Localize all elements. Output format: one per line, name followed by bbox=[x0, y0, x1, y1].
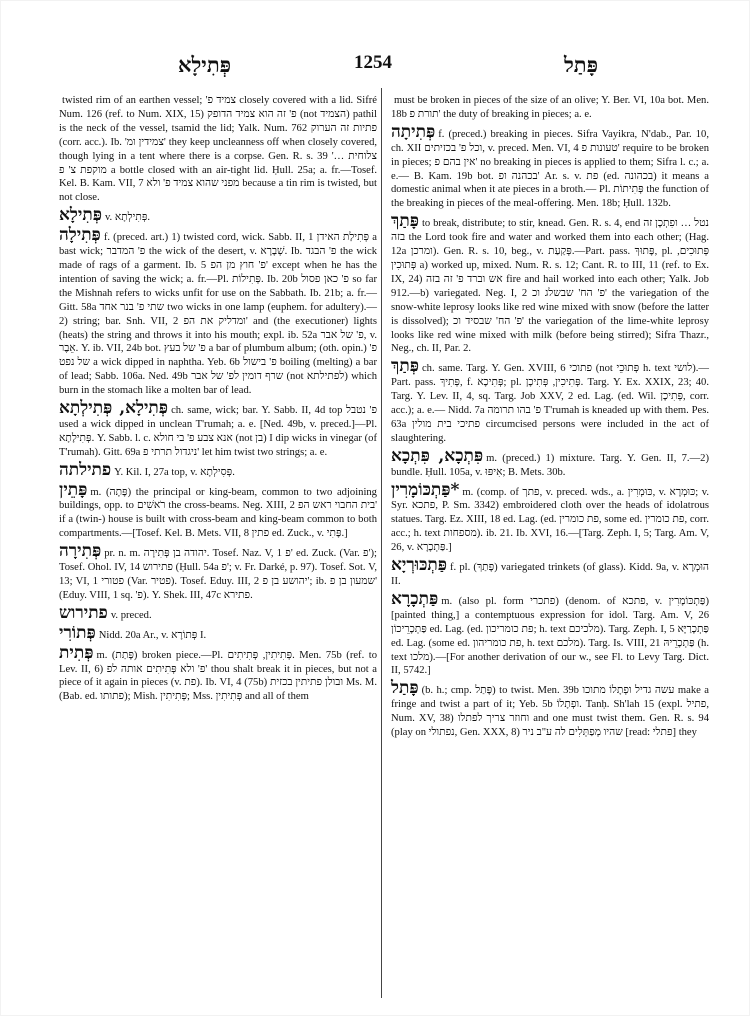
right-running-headword: פָּתַל bbox=[563, 52, 598, 77]
dictionary-entry bbox=[59, 642, 378, 705]
entry-headword: פְּתִילָה bbox=[59, 225, 101, 246]
dictionary-entry bbox=[391, 445, 709, 480]
dictionary-entry bbox=[391, 356, 710, 445]
entry-headword: פְּתִילָא bbox=[59, 205, 102, 226]
entry-headword: פָּתֵין bbox=[59, 479, 88, 500]
page-number: 1254 bbox=[354, 52, 392, 73]
entry-headword: פָּתַךְ bbox=[391, 211, 419, 232]
right-column bbox=[391, 92, 709, 744]
dictionary-entry bbox=[59, 398, 377, 460]
entry-text: to break, distribute; to stir, knead. Gen. R. s. 4, end נטל … ופִתְכָן זה בזה the Lord took fire and water and worked them into each other; (Hag. 12a ומרכן). Gen. R. s. 10, beg., v. פְּקַעַת.—Part. pass. פָּתוּךְ, pl. פְּתוּכִים, פְּתוּכִין a) worked up, mixed. Num. R. s. 12; Cant. R. to III, 11 (ref. to Ex. IX, 24) אש וברד פ' זה בזה fire and hail worked into each other; Yalk. Job 912.—b) variegated. Neg. I, 2 פ' הח' שבשלג וכ' the variegation of the snow-white leprosy looks like red wine mixed with snow (before the latter is dissolved); פ' הח' שבסיד וכ' the variegation of the lime-white leprosy looks like red wine mixed with milk (before being stirred); Sifra Thazr., Neg., ch. II, Par. 2. bbox=[391, 218, 710, 355]
entry-headword: פְּתַךְ bbox=[391, 356, 419, 377]
entry-text: m. (פָּתָה) the principal or king-beam, common to two adjoining buildings, opp. to רֹאשִׁים the cross-beams. Neg. XIII, 2 בית החבוי ראש הפ' if a (twin-) house is built with cross-beam and king-beam common to both compartments.—[Tosef. Kel. B. Mets. VII, 8 פתין ed. Zuck., v. פָּתִי.] bbox=[59, 486, 378, 540]
dictionary-entry bbox=[391, 121, 710, 211]
entry-text: (b. h.; cmp. פָּתַל) to twist. Men. 39b עשה גדיל ופְתָלוֹ מתוכו make a fringe and twist a part of it; Yeb. 5b ופְתָלוֹ. Tanḥ. Sh'lah 15 (expl. פתיל, Num. XV, 38) וחוזר צריך לפתלו and one must twist them. Gen. R. s. 94 (play on נפתולי, Gen. XXX, 8) שהיו מְפַתְּלִים לה ע"ב ניר [read: פתלי] they bbox=[391, 685, 710, 739]
entry-headword: פְּתִיתָה bbox=[391, 121, 436, 142]
dictionary-entry bbox=[59, 92, 377, 205]
column-divider bbox=[381, 88, 382, 998]
entry-text: f. pl. (פָּתַךְ) variegated trinkets (of glass). Kidd. 9a, v. הוּמְרָא II. bbox=[391, 562, 710, 587]
entry-headword: פַּתְכּוּרְיָא bbox=[391, 555, 447, 576]
dictionary-entry bbox=[391, 555, 710, 589]
entry-headword: פתילתה bbox=[59, 459, 112, 480]
running-header bbox=[58, 52, 698, 82]
entry-text: v. preced. bbox=[110, 609, 152, 621]
entry-headword: פְּתִילָא, פְּתִילְתָא bbox=[59, 398, 169, 419]
entry-text: m. (preced.) 1) mixture. Targ. Y. Gen. II, 7.—2) bundle. Ḥull. 105a, v. אִיפּוּ; B. Mets. 30b. bbox=[391, 452, 709, 478]
entry-headword: פַּתְכָרָא bbox=[391, 588, 439, 609]
entry-text: m. (also pl. form פתכרי) (denom. of פתכא, v. פַּתְכּוֹמָרִין) [painted thing,] a contemptuous expression for idol. Targ. Am. V, 26 פַּתְכָרֵיכוֹן ed. Lag. (ed. פת כומריכון; h. text מלכיכם). Targ. Zeph. I, 5 פַּתְכָרַיָּא ed. Lag. (some ed. פת כומריהון, h. text מלכם). Targ. Is. VIII, 21 פַּתְכָרֵיהּ (h. text מלכו).—[For another derivation of our w., see Fl. to Levy Targ. Dict. II, 5742.] bbox=[391, 595, 709, 677]
entry-headword: פְּתִית bbox=[59, 642, 94, 663]
dictionary-entry bbox=[391, 678, 710, 740]
entry-text: ch. same, wick; bar. Y. Sabb. II, 4d top פ' נטבל used a wick dipped in unclean T'rumah; a. e. [Ned. 49b, v. preced.]—Pl. פְּתִילָתָא. Y. Sabb. l. c. אנא צבע פ' בי חולא (not בן) I dip wicks in vinegar (of T'rumah). Gitt. 69a ניגדול תרתי פ' let him twist two strings; a. e. bbox=[59, 405, 377, 458]
entry-headword: פִּתְכָא, פִּתְכָא bbox=[391, 445, 484, 466]
entry-text: pr. n. m. יהודה בן פְּתִירָה. Tosef. Naz. V, 1 פ' ed. Zuck. (Var. פ'); Tosef. Ohol. IV, 14 פתירוש (Ḥull. 54a פ'; v. Fr. Darké, p. 97). Tosef. Sot. V, 13; VI, 1 פטורי (Var. פטיר). Tosef. Eduy. III, 2 יהושע בן פ'; ib. שמעון בן פ' (Eduy. VIII, 1 sq. 'פ). Y. Shek. III, 47c פתירא. bbox=[59, 548, 377, 601]
left-running-headword: פְּתִילָא bbox=[178, 52, 232, 77]
entry-headword: פתירוש bbox=[59, 602, 108, 623]
entry-text: v. פְּתִילְתָא. bbox=[104, 212, 151, 224]
entry-text: Y. Kil. I, 27a top, v. פְּסִילְתָא. bbox=[114, 466, 235, 478]
entry-text: ch. same. Targ. Y. Gen. XVIII, 6 פתוכי (not פְּתוּכֵי h. text לושי).—Part. pass. פְּתִיךְ, f. פְּתִיכָא; pl. פְּתִיכִין, פְּתִיכָן. Targ. Y. Ex. XXIX, 23; 40. Targ. Y. Lev. II, 4, sq. Targ. Job XXV, 2 ed. Lag. (ed. Wil. פְּתִיכָן, corr. acc.); a. e.— Nidd. 7a פ' בהו תרומה T'rumah is kneaded up with them. Pes. 63a פתיכי בית מולין circumcised persons were included in the act of slaughtering. bbox=[391, 363, 710, 444]
entry-headword: פְּתוֹרִי bbox=[59, 622, 96, 643]
dictionary-entry bbox=[391, 479, 710, 556]
entry-text: must be broken in pieces of the size of an olive; Y. Ber. VI, 10a bot. Men. 18b תורת פ' the duty of breaking in pieces; a. e. bbox=[391, 95, 709, 120]
dictionary-entry bbox=[391, 92, 709, 122]
entry-text: f. (preced.) breaking in pieces. Sifra Vayikra, N'dab., Par. 10, ch. XII וכל פ' בכזיתים, v. preced. Men. VI, 4 טעונות פ' require to be broken in pieces; אין בהם פ' no breaking in pieces is applied to them; Sifra l. c.; a. e.— B. Kam. 19b bot. בכהנה ופ' Ar. s. v. פת (ed. בכהונה) it means a domestic animal when it ate pieces in a broth.— Pl. פְּתִיתוֹת the function of the breaking in pieces of the meal-offering. Men. 18b; Ḥull. 132b. bbox=[391, 128, 710, 210]
dictionary-entry bbox=[59, 225, 378, 398]
entry-headword: פְּתִירָה bbox=[59, 541, 102, 562]
dictionary-entry bbox=[391, 588, 709, 678]
dictionary-entry bbox=[59, 205, 377, 226]
dictionary-entry bbox=[391, 211, 710, 356]
dictionary-entry bbox=[59, 459, 377, 480]
left-column bbox=[59, 92, 377, 708]
entry-text: f. (preced. art.) 1) twisted cord, wick. Sabb. II, 1 פְּתִילַת האידן a bast wick; פ' המדבר the wick of the desert, v. שְׁבָרָא. Ib. פ' הבגד the wick made of rags of a garment. Ib. 5 פ' חוץ מן הפ' except when he has the intention of saving the wick; a. fr.—Pl. פְּתִילוֹת. Ib. 20b פ' כאן פסול so far the Mishnah refers to wicks unfit for use on the Sabbath. Ib. 21b; a. fr.—Gitt. 58a שתי פ' בנר אחד two wicks in one lamp (euphem. for adultery).— 2) string; bar. Snh. VII, 2 ומדליק את הפ' and (the executioner) lights (heats) the string and throws it into his mouth; expl. ib. 52a פ' של אבר, v. אֵבֶר. Y. ib. VII, 24b bot. פ' של בעץ a bar of plumbum album; (oth. opin.) פ' של נפט a wick dipped in naphtha. Yeb. 6b פ' בישול boiling (melting) a bar of lead; Sabb. 106a. Ned. 49b שרף דומין לפ' של אבר (not לפתילתא) which burn in the stomach like a molten bar of lead. bbox=[59, 232, 378, 397]
dictionary-entry bbox=[59, 602, 377, 623]
entry-headword: *פַּתְכּוֹמָרִין bbox=[391, 479, 460, 500]
entry-text: Nidd. 20a Ar., v. פְּתוֹרָא I. bbox=[98, 629, 207, 641]
entry-text: m. (comp. of פתך, v. preced. wds., a. כּוּמְרִין, v. כּוּמְרָא; v. Syr. פתכא, P. Sm. 3342) embroidered cloth over the heads of idolatrous statues. Targ. Ez. XIII, 18 ed. Lag. (ed. פת כומרין, some ed. פת כומרין, corr. acc.; h. text מספחות). ib. 21. Ib. XVI, 16.—[Targ. Zeph. I, 5; Targ. Am. V, 26, v. פַּתְכָרָא.] bbox=[391, 486, 710, 554]
dictionary-entry bbox=[59, 479, 378, 542]
entry-headword: פָּתַל bbox=[391, 678, 419, 699]
dictionary-entry bbox=[59, 622, 377, 643]
dictionary-entry bbox=[59, 541, 377, 603]
entry-text: twisted rim of an earthen vessel; 'צמיד פ closely covered with a lid. Sifré Num. 126 (ref. to Num. XIX, 15) פ' זה הוא צמיד הדופק (not הצמיד) pathil is the neck of the vessel, tsamid the lid; Yalk. Num. 762 פתיות זה הערוק (corr. acc.). Ib. 'צמידין ומ' they keep uncleanness off when closely covered, though lying in a tent where there is a corpse. Gen. R. s. 39 'צלוחית … מוקפת צ' פ a bottle closed with an air-tight lid. Ḥull. 25a; a. fr.—Tosef. Kel. B. Kam. VII, 7 מפני שהוא צמיד פ' ולא because a tin rim is twisted, but not close. bbox=[59, 95, 378, 204]
entry-text: m. (פָּתַת) broken piece.—Pl. פְּתִיתִין, פְּתִיתִים. Men. 75b (ref. to Lev. II, 6) פ' ולא פְּתִיתִים אותה לפ' thou shalt break it in pieces, but not a piece of it again in pieces (v. פת). Ib. VI, 4 (75b) ובולן פתיתין בכזית Ms. M. (Bab. ed. פתותו); Mish. פְּתִיתִין; Mss. פְּתִיתִין and all of them bbox=[59, 649, 378, 703]
